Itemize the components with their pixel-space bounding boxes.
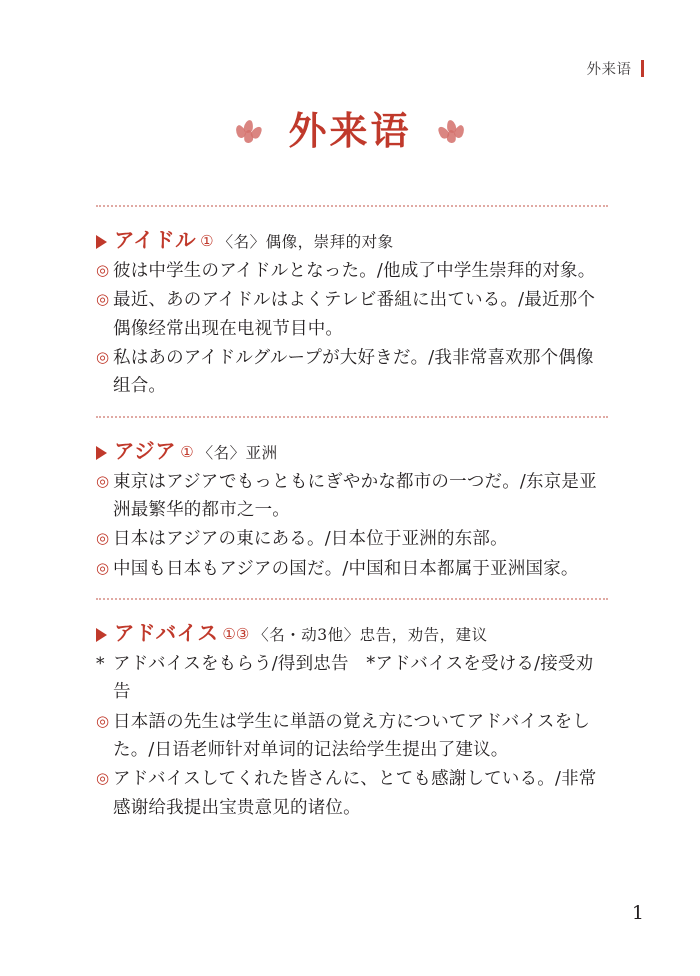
example-line — [96, 257, 608, 285]
page-number: 1 — [631, 902, 644, 924]
headword-line — [96, 616, 608, 646]
example-text: 私はあのアイドルグループが大好きだ。/我非常喜欢那个偶像组合。 — [113, 348, 594, 397]
example-text: 東京はアジアでもっともにぎやかな都市の一つだ。/东京是亚洲最繁华的都市之一。 — [113, 471, 597, 521]
example-bullet-icon: ◎ — [96, 558, 110, 577]
headword-accent: ①③ — [222, 625, 250, 644]
example-text: アドバイスをもらう/得到忠告 *アドバイスを受ける/接受劝告 — [113, 654, 594, 703]
leaf-ornament-right-icon — [430, 120, 464, 142]
example-text: アドバイスしてくれた皆さんに、とても感謝している。/非常感谢给我提出宝贵意见的诸位。 — [113, 769, 597, 818]
example-bullet-icon: ◎ — [96, 290, 110, 309]
example-bullet-icon: ◎ — [96, 471, 110, 490]
example-line — [96, 708, 608, 765]
headword-word: アジア — [114, 438, 177, 463]
example-bullet-icon: ◎ — [96, 529, 110, 548]
headword-meta: 〈名〉亚洲 — [197, 443, 278, 462]
example-bullet-icon: ◎ — [96, 711, 110, 730]
example-text: 日本語の先生は学生に単語の覚え方についてアドバイスをした。/日语老师针对单词的记法给学生提出了建议。 — [113, 711, 591, 761]
headword-accent: ① — [200, 232, 214, 250]
headword-line — [96, 223, 608, 253]
running-head — [587, 58, 645, 79]
running-head-rule — [641, 60, 645, 77]
example-text: 最近、あのアイドルはよくテレビ番組に出ている。/最近那个偶像经常出现在电视节目中。 — [113, 290, 596, 339]
triangle-bullet-icon — [96, 628, 107, 642]
dictionary-entry — [96, 600, 608, 837]
headword-meta: 〈名・动3他〉忠告，劝告，建议 — [253, 626, 488, 645]
headword-accent: ① — [180, 442, 194, 461]
example-line — [96, 650, 608, 707]
example-line — [96, 765, 608, 822]
triangle-bullet-icon — [96, 235, 107, 249]
example-bullet-icon: ◎ — [96, 348, 110, 367]
example-line — [96, 286, 608, 343]
headword-word: アイドル — [114, 228, 197, 252]
dictionary-entry — [96, 207, 608, 416]
page-title-text: 外来语 — [288, 109, 412, 153]
example-bullet-icon: ◎ — [96, 769, 110, 788]
example-text: 彼は中学生のアイドルとなった。/他成了中学生崇拜的对象。 — [113, 261, 596, 281]
page-title — [0, 109, 700, 153]
headword-word: アドバイス — [114, 621, 219, 646]
example-line — [96, 555, 608, 583]
triangle-bullet-icon — [96, 446, 107, 460]
running-head-label: 外来语 — [586, 62, 632, 78]
example-line — [96, 468, 608, 525]
headword-meta: 〈名〉偶像，崇拜的对象 — [217, 233, 394, 251]
example-line — [96, 344, 608, 401]
example-bullet-icon: ◎ — [96, 261, 110, 279]
dictionary-entry — [96, 418, 608, 598]
example-bullet-icon: * — [96, 654, 105, 675]
example-text: 中国も日本もアジアの国だ。/中国和日本都属于亚洲国家。 — [113, 558, 579, 579]
leaf-ornament-left-icon — [236, 120, 270, 142]
example-text: 日本はアジアの東にある。/日本位于亚洲的东部。 — [113, 529, 508, 550]
example-line — [96, 525, 608, 553]
headword-line — [96, 434, 608, 464]
entry-list — [96, 205, 608, 837]
